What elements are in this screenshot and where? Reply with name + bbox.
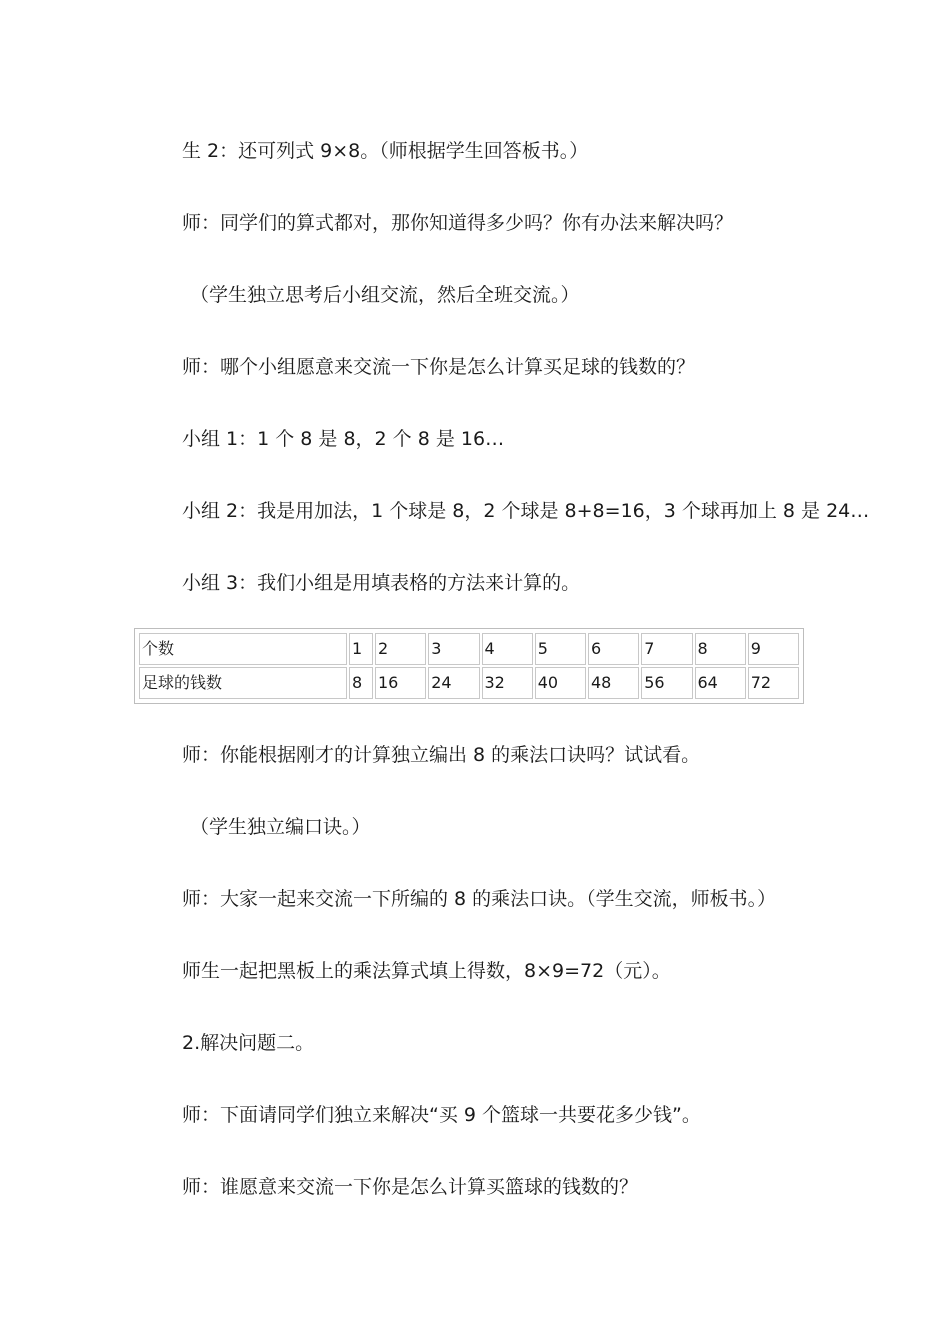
- table-cell: 足球的钱数: [139, 667, 347, 699]
- table-cell: 8: [695, 633, 746, 665]
- paragraph-group-3: 小组 3：我们小组是用填表格的方法来计算的。: [182, 572, 581, 594]
- paragraph-teacher-who-shares: 师：谁愿意来交流一下你是怎么计算买篮球的钱数的？: [182, 1176, 639, 1198]
- paragraph-group-2: 小组 2：我是用加法，1 个球是 8，2 个球是 8+8=16，3 个球再加上 8 是 24…: [182, 500, 870, 522]
- paragraph-group-discussion: （学生独立思考后小组交流，然后全班交流。）: [190, 284, 580, 306]
- price-table-grid: [137, 631, 801, 701]
- paragraph-students-compose: （学生独立编口诀。）: [190, 816, 371, 838]
- table-row-count: [139, 633, 799, 665]
- table-cell: 56: [641, 667, 692, 699]
- table-cell: 3: [428, 633, 479, 665]
- paragraph-teacher-basketball: 师：下面请同学们独立来解决“买 9 个篮球一共要花多少钱”。: [182, 1104, 701, 1126]
- paragraph-teacher-which-group: 师：哪个小组愿意来交流一下你是怎么计算买足球的钱数的？: [182, 356, 696, 378]
- table-cell: 24: [428, 667, 479, 699]
- table-cell: 9: [748, 633, 799, 665]
- table-cell: 8: [349, 667, 373, 699]
- paragraph-teacher-question: 师：同学们的算式都对，那你知道得多少吗？你有办法来解决吗？: [182, 212, 734, 234]
- table-cell: 2: [375, 633, 426, 665]
- table-cell: 32: [482, 667, 533, 699]
- paragraph-teacher-share-rhyme: 师：大家一起来交流一下所编的 8 的乘法口诀。（学生交流，师板书。）: [182, 888, 777, 910]
- table-cell: 5: [535, 633, 586, 665]
- paragraph-group-1: 小组 1：1 个 8 是 8，2 个 8 是 16…: [182, 428, 505, 450]
- section-heading-problem-2: 2.解决问题二。: [182, 1032, 315, 1054]
- paragraph-fill-results: 师生一起把黑板上的乘法算式填上得数，8×9=72（元）。: [182, 960, 671, 982]
- table-cell: 1: [349, 633, 373, 665]
- table-cell: 40: [535, 667, 586, 699]
- price-table: [134, 628, 804, 704]
- table-cell: 4: [482, 633, 533, 665]
- table-cell: 64: [695, 667, 746, 699]
- table-cell: 72: [748, 667, 799, 699]
- table-cell: 6: [588, 633, 639, 665]
- table-cell: 48: [588, 667, 639, 699]
- paragraph-student-2: 生 2：还可列式 9×8。（师根据学生回答板书。）: [182, 140, 589, 162]
- table-cell: 16: [375, 667, 426, 699]
- table-cell: 个数: [139, 633, 347, 665]
- table-cell: 7: [641, 633, 692, 665]
- paragraph-teacher-compose-rhyme: 师：你能根据刚才的计算独立编出 8 的乘法口诀吗？试试看。: [182, 744, 701, 766]
- table-row-price: [139, 667, 799, 699]
